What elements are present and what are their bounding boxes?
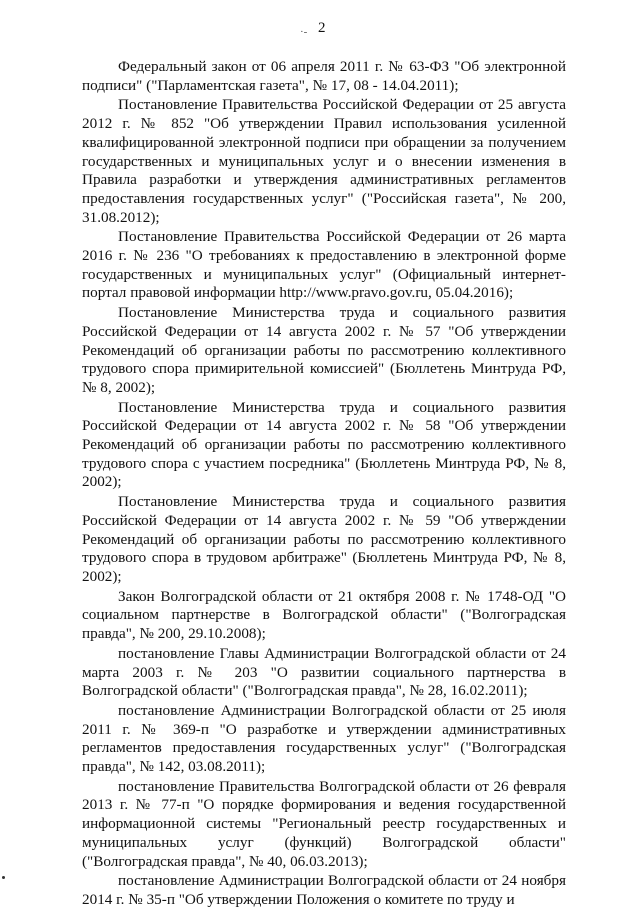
- paragraph: Постановление Министерства труда и социального развития Российской Федерации от 14 августа 2002 г. № 57 "Об утверждении Рекомендаций об организации работы по рассмотрению коллективного трудового спора примирительной комиссией" (Бюллетень Минтруда РФ, № 8, 2002);: [82, 304, 566, 396]
- paragraph: Постановление Министерства труда и социального развития Российской Федерации от 14 августа 2002 г. № 59 "Об утверждении Рекомендаций об организации работы по рассмотрению коллективного трудового спора в трудовом арбитраже" (Бюллетень Минтруда РФ, № 8, 2002);: [82, 493, 566, 585]
- paragraph: Федеральный закон от 06 апреля 2011 г. № 63-ФЗ "Об электронной подписи" ("Парламентская газета", № 17, 08 - 14.04.2011);: [82, 58, 566, 94]
- paragraph: постановление Администрации Волгоградской области от 24 ноября 2014 г. № 35-п "Об утверждении Положения о комитете по труду и: [82, 872, 566, 908]
- paragraph: Закон Волгоградской области от 21 октября 2008 г. № 1748-ОД "О социальном партнерстве в Волгоградской области" ("Волгоградская правда", № 200, 29.10.2008);: [82, 587, 566, 643]
- paragraph: Постановление Министерства труда и социального развития Российской Федерации от 14 августа 2002 г. № 58 "Об утверждении Рекомендаций об организации работы по рассмотрению коллективного трудового спора с участием посредника" (Бюллетень Минтруда РФ, № 8, 2002);: [82, 398, 566, 491]
- scan-dot: [2, 876, 5, 879]
- scan-mark: ·-: [300, 26, 308, 38]
- paragraph: постановление Главы Администрации Волгоградской области от 24 марта 2003 г. № 203 "О развитии социального партнерства в Волгоградской области" ("Волгоградская правда", № 28, 16.02.2011);: [82, 644, 566, 700]
- paragraph: Постановление Правительства Российской Федерации от 25 августа 2012 г. № 852 "Об утверждении Правил использования усиленной квалифицированной электронной подписи при обращении за получением государственных и муниципальных услуг и о внесении изменения в Правила разработки и утверждения административных регламентов предоставления государственных услуг" ("Российская газета", № 200, 31.08.2012);: [82, 96, 566, 226]
- page-number: 2: [318, 20, 326, 36]
- paragraph: Постановление Правительства Российской Федерации от 26 марта 2016 г. № 236 "О требованиях к предоставлению в электронной форме государственных и муниципальных услуг" (Официальный интернет-портал правовой информации http://www.pravo.gov.ru, 05.04.2016);: [82, 228, 566, 302]
- paragraph: постановление Правительства Волгоградской области от 26 февраля 2013 г. № 77-п "О порядке формирования и ведения государственной информационной системы "Региональный реестр государственных и муниципальных услуг (функций) Волгоградской области" ("Волгоградская правда", № 40, 06.03.2013);: [82, 777, 566, 870]
- document-body: [82, 58, 566, 911]
- paragraph: постановление Администрации Волгоградской области от 25 июля 2011 г. № 369-п "О разработке и утверждении административных регламентов предоставления государственных услуг" ("Волгоградская правда", № 142, 03.08.2011);: [82, 701, 566, 776]
